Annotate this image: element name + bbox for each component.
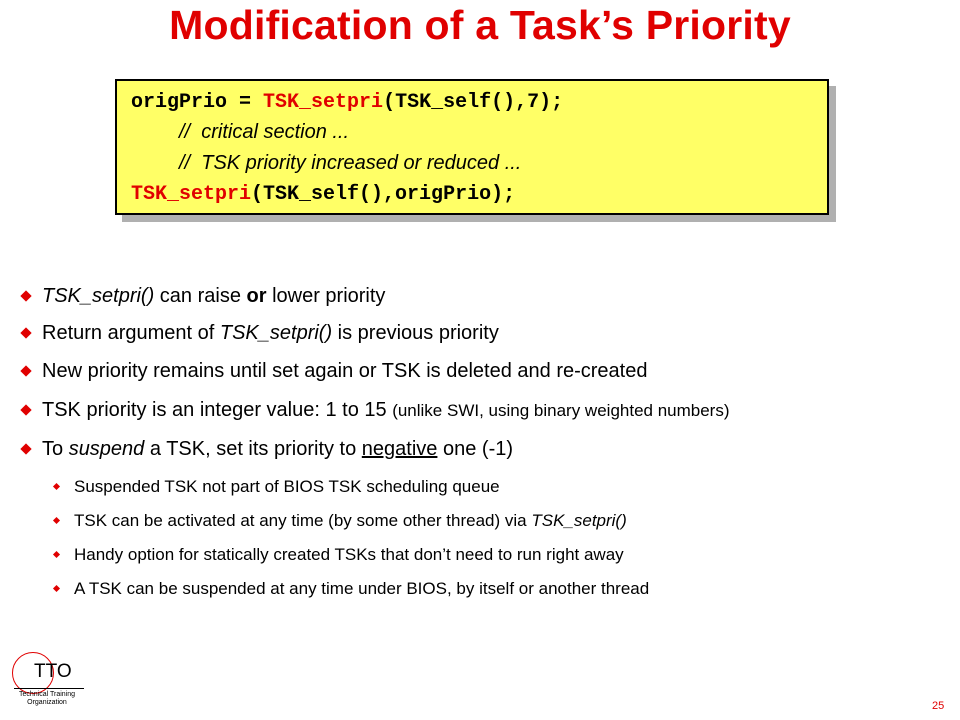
page-number: 25 (932, 700, 945, 712)
diamond-bullet-icon (20, 365, 31, 376)
code-box (115, 79, 829, 215)
small-diamond-bullet-icon (53, 483, 60, 490)
logo-mark: TTO (34, 661, 72, 682)
small-diamond-bullet-icon (53, 551, 60, 558)
diamond-bullet-icon (20, 290, 31, 301)
diamond-bullet-icon (20, 327, 31, 338)
code-line-4 (131, 183, 515, 207)
small-diamond-bullet-icon (53, 517, 60, 524)
code-args: (TSK_self(),origPrio); (251, 183, 516, 206)
code-args: (TSK_self(),7); (383, 91, 564, 114)
bullet-text: TSK priority is an integer value: 1 to 15 (unlike SWI, using binary weighted numbers) (42, 399, 730, 421)
subbullet-text: TSK can be activated at any time (by some other thread) via TSK_setpri() (74, 511, 627, 530)
code-op: = (227, 91, 264, 114)
subbullet-text: Handy option for statically created TSKs that don’t need to run right away (74, 545, 624, 564)
code-line-2: // critical section ... (179, 121, 350, 143)
tto-logo (8, 648, 88, 714)
logo-subtitle: Technical Training Organization (18, 691, 76, 706)
slide-title: Modification of a Task’s Priority (169, 2, 791, 48)
bullet-text: To suspend a TSK, set its priority to negative one (-1) (42, 438, 514, 460)
bullet-text: Return argument of TSK_setpri() is previous priority (42, 322, 499, 344)
code-line-1 (131, 91, 563, 115)
diamond-bullet-icon (20, 404, 31, 415)
subbullet-text: A TSK can be suspended at any time under BIOS, by itself or another thread (74, 579, 650, 598)
code-fn: TSK_setpri (263, 91, 384, 114)
code-line-3: // TSK priority increased or reduced ... (179, 152, 522, 174)
bullet-text: New priority remains until set again or TSK is deleted and re-created (42, 360, 648, 382)
diamond-bullet-icon (20, 443, 31, 454)
code-fn: TSK_setpri (131, 183, 252, 206)
bullet-text: TSK_setpri() can raise or lower priority (42, 285, 386, 307)
logo-divider (14, 688, 84, 689)
code-var: origPrio (131, 91, 228, 114)
subbullet-text: Suspended TSK not part of BIOS TSK scheduling queue (74, 477, 500, 496)
small-diamond-bullet-icon (53, 585, 60, 592)
